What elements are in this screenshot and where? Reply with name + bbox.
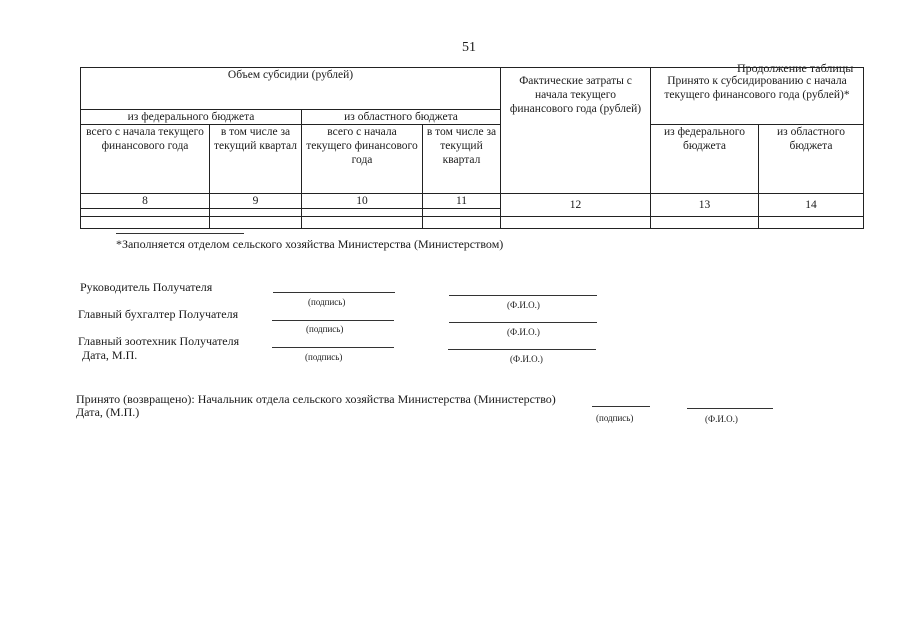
column-number: 13 xyxy=(651,194,759,217)
name-line xyxy=(687,408,773,409)
signature-caption: (подпись) xyxy=(308,297,346,307)
column-number: 14 xyxy=(759,194,864,217)
name-line xyxy=(449,322,597,323)
column-number: 10 xyxy=(302,194,423,209)
column-number: 12 xyxy=(501,194,651,217)
column-number: 9 xyxy=(210,194,302,209)
federal-budget-header: из федерального бюджета xyxy=(81,110,302,125)
head-of-recipient-label: Руководитель Получателя xyxy=(80,280,213,294)
acceptance-text: Принято (возвращено): Начальник отдела сельского хозяйства Министерства (Министерство) xyxy=(76,392,556,406)
footnote-rule xyxy=(116,233,244,234)
signature-line xyxy=(592,406,650,407)
column-number: 11 xyxy=(423,194,501,209)
footnote: *Заполняется отделом сельского хозяйства Министерства (Министерством) xyxy=(116,237,504,251)
table-continuation-label: Продолжение таблицы xyxy=(737,61,854,75)
regional-quarter-header: в том числе за текущий квартал xyxy=(423,125,501,194)
name-line xyxy=(448,349,596,350)
federal-total-header: всего с начала текущего финансового года xyxy=(81,125,210,194)
column-number: 8 xyxy=(81,194,210,209)
chief-accountant-label: Главный бухгалтер Получателя xyxy=(78,307,239,321)
acceptance-date-label: Дата, (М.П.) xyxy=(76,405,140,419)
name-caption: (Ф.И.О.) xyxy=(507,300,540,310)
accepted-for-subsidy-header: Принято к субсидированию с начала текущего финансового года (рублей)* xyxy=(651,68,864,125)
table-cell xyxy=(501,217,651,229)
table-cell xyxy=(423,209,501,217)
name-caption: (Ф.И.О.) xyxy=(705,414,738,424)
signature-line xyxy=(272,320,394,321)
table-cell xyxy=(302,209,423,217)
table-cell xyxy=(81,209,210,217)
subsidy-table xyxy=(80,67,864,229)
table-cell xyxy=(651,217,759,229)
table-cell xyxy=(759,217,864,229)
table-cell xyxy=(302,217,423,229)
accepted-regional-header: из областного бюджета xyxy=(759,125,864,194)
table-cell xyxy=(423,217,501,229)
table-cell xyxy=(210,217,302,229)
signature-caption: (подпись) xyxy=(306,324,344,334)
accepted-federal-header: из федерального бюджета xyxy=(651,125,759,194)
table-cell xyxy=(210,209,302,217)
federal-quarter-header: в том числе за текущий квартал xyxy=(210,125,302,194)
page-number: 51 xyxy=(462,40,476,55)
name-caption: (Ф.И.О.) xyxy=(507,327,540,337)
signature-line xyxy=(272,347,394,348)
signature-line xyxy=(273,292,395,293)
regional-total-header: всего с начала текущего финансового года xyxy=(302,125,423,194)
table-cell xyxy=(81,217,210,229)
name-line xyxy=(449,295,597,296)
subsidy-volume-header: Объем субсидии (рублей) xyxy=(81,68,501,110)
actual-costs-header: Фактические затраты с начала текущего финансового года (рублей) xyxy=(501,68,651,194)
regional-budget-header: из областного бюджета xyxy=(302,110,501,125)
signature-caption: (подпись) xyxy=(305,352,343,362)
signature-caption: (подпись) xyxy=(596,413,634,423)
chief-zootechnician-label: Главный зоотехник Получателя xyxy=(78,334,240,348)
date-stamp-label: Дата, М.П. xyxy=(82,348,138,362)
name-caption: (Ф.И.О.) xyxy=(510,354,543,364)
